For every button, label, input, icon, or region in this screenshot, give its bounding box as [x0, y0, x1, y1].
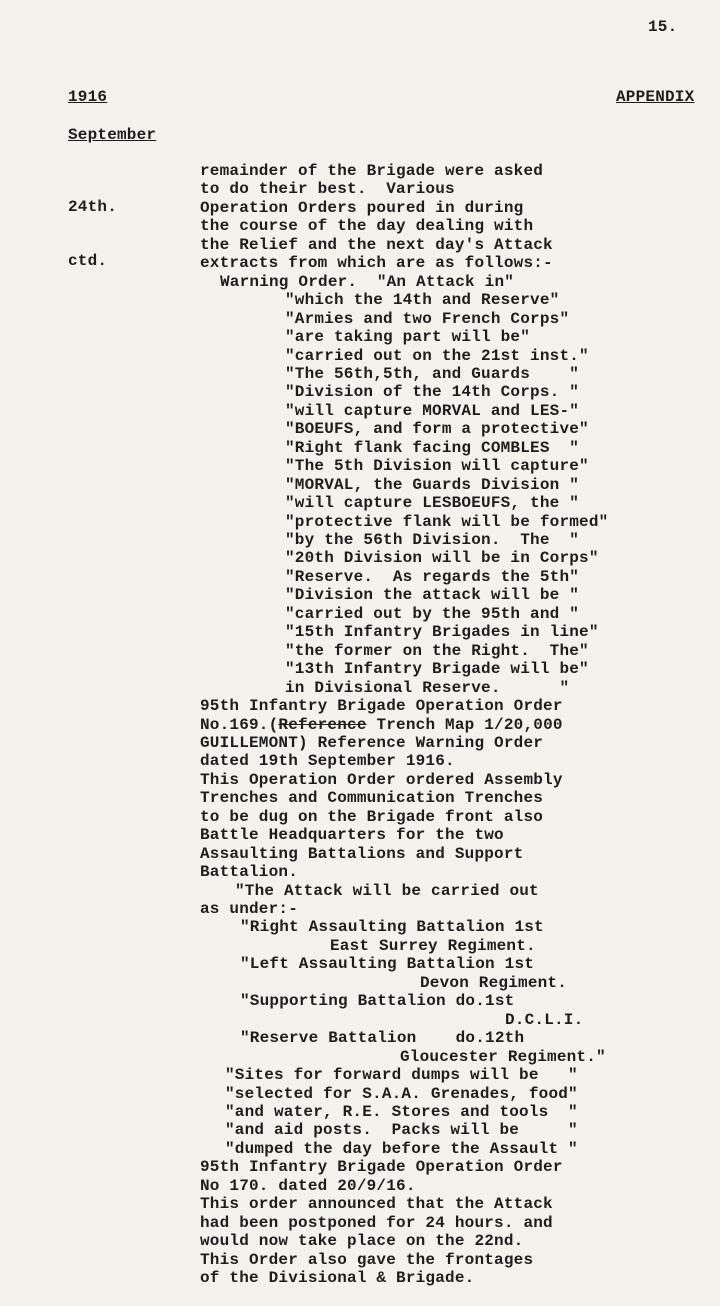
body-line-text: 95th Infantry Brigade Operation Order: [200, 697, 563, 716]
body-line-text: Battalion.: [200, 863, 299, 882]
body-line: [200, 1158, 563, 1176]
body-line-text: "Right Assaulting Battalion 1st: [240, 918, 544, 937]
body-line: [285, 660, 589, 678]
body-line-text: "Division the attack will be ": [285, 586, 580, 605]
body-line: [285, 605, 579, 623]
body-line: [285, 328, 530, 346]
body-line-text: Battle Headquarters for the two: [200, 826, 504, 845]
body-line-text: to be dug on the Brigade front also: [200, 807, 544, 826]
body-line: [285, 365, 579, 383]
body-line-text: This Order also gave the frontages: [200, 1250, 534, 1269]
body-line-rest: Trench Map 1/20,000: [366, 715, 563, 734]
body-line: [225, 1066, 578, 1084]
body-line: [225, 1085, 578, 1103]
body-line: [225, 1140, 578, 1158]
body-line: [285, 586, 579, 604]
date-day: 24th.: [68, 198, 118, 216]
body-line: [330, 937, 536, 955]
body-line: [285, 310, 569, 328]
body-line: [200, 1251, 533, 1269]
body-line-text: Assaulting Battalions and Support: [200, 844, 524, 863]
body-line: [200, 217, 533, 235]
body-line: [200, 180, 455, 198]
body-line-text: "The Attack will be carried out: [235, 881, 539, 900]
body-line: [285, 383, 579, 401]
body-line: [400, 1048, 606, 1066]
body-line-text: of the Divisional & Brigade.: [200, 1269, 475, 1287]
body-line: [200, 734, 543, 752]
body-line: [200, 845, 523, 863]
body-line-text: the course of the day dealing with: [200, 217, 534, 236]
body-line: [225, 1103, 578, 1121]
body-line-text: in Divisional Reserve. ": [285, 678, 570, 697]
body-line: [200, 752, 455, 770]
body-line-text: remainder of the Brigade were asked: [200, 162, 544, 180]
body-line-text: "Reserve. As regards the 5th": [285, 567, 580, 586]
body-line-text: Devon Regiment.: [420, 973, 568, 992]
body-line-text: would now take place on the 22nd.: [200, 1232, 524, 1251]
body-line: [200, 1214, 553, 1232]
body-line-text: "and water, R.E. Stores and tools ": [225, 1102, 578, 1121]
body-line-text: to do their best. Various: [200, 180, 455, 199]
body-line-text: This order announced that the Attack: [200, 1195, 553, 1214]
body-line: [285, 494, 579, 512]
body-line: [200, 1195, 553, 1213]
body-line: [285, 439, 579, 457]
body-line-text: "selected for S.A.A. Grenades, food": [225, 1084, 578, 1103]
body-line-text: D.C.L.I.: [505, 1010, 584, 1029]
body-line: [200, 826, 504, 844]
body-line-text: This Operation Order ordered Assembly: [200, 770, 563, 789]
body-line-text: "carried out on the 21st inst.": [285, 346, 589, 365]
body-line: [200, 900, 298, 918]
body-line: [285, 347, 589, 365]
date-entry: [68, 162, 117, 306]
body-line: [200, 716, 563, 734]
body-line-text: "the former on the Right. The": [285, 641, 589, 660]
body-line-text: GUILLEMONT) Reference Warning Order: [200, 733, 544, 752]
body-line-text: "which the 14th and Reserve": [285, 291, 560, 310]
body-line-text: Operation Orders poured in during: [200, 198, 524, 217]
body-line: [200, 162, 543, 180]
body-line-text: "20th Division will be in Corps": [285, 549, 599, 568]
body-line: [285, 568, 579, 586]
body-line: [285, 513, 608, 531]
body-line-text: "Supporting Battalion do.1st: [240, 992, 515, 1011]
body-line-text: Warning Order. "An Attack in": [220, 272, 515, 291]
body-line: [200, 199, 523, 217]
body-line-text: "The 5th Division will capture": [285, 457, 589, 476]
body-line-text: 95th Infantry Brigade Operation Order: [200, 1158, 563, 1177]
body-line: [285, 291, 559, 309]
body-line-text: dated 19th September 1916.: [200, 752, 455, 771]
body-line-text: "will capture LESBOEUFS, the ": [285, 494, 580, 513]
body-line-text: "Reserve Battalion do.12th: [240, 1029, 525, 1048]
body-line-text: "Sites for forward dumps will be ": [225, 1066, 578, 1085]
body-line: [200, 1232, 523, 1250]
body-line-text: No 170. dated 20/9/16.: [200, 1176, 416, 1195]
body-line: [285, 420, 589, 438]
appendix-heading: APPENDIX: [616, 88, 695, 106]
body-line: [285, 476, 579, 494]
body-line: [240, 992, 514, 1010]
body-line: [285, 642, 589, 660]
body-line: [285, 457, 589, 475]
body-line: [235, 882, 539, 900]
body-line-text: "MORVAL, the Guards Division ": [285, 475, 580, 494]
body-line-text: the Relief and the next day's Attack: [200, 235, 553, 254]
body-line-text: "15th Infantry Brigades in line": [285, 623, 599, 642]
body-line-text: as under:-: [200, 900, 299, 918]
body-line-text: "Left Assaulting Battalion 1st: [240, 955, 535, 974]
body-line: [200, 789, 543, 807]
body-line-text: "protective flank will be formed": [285, 512, 609, 531]
body-line: [220, 273, 514, 291]
body-line-text: No.169.(: [200, 715, 279, 734]
body-line: [285, 402, 579, 420]
body-line: [200, 863, 298, 881]
body-line-text: "carried out by the 95th and ": [285, 604, 580, 623]
body-line-text: "BOEUFS, and form a protective": [285, 420, 589, 439]
body-line: [285, 531, 579, 549]
body-line-text: "The 56th,5th, and Guards ": [285, 364, 580, 383]
body-line-text: "and aid posts. Packs will be ": [225, 1121, 578, 1140]
body-line: [225, 1121, 578, 1139]
body-line: [200, 236, 553, 254]
body-line-text: "by the 56th Division. The ": [285, 531, 580, 549]
body-line: [200, 1177, 416, 1195]
body-line: [200, 1269, 474, 1287]
body-line-text: East Surrey Regiment.: [330, 936, 536, 955]
body-line-text: "dumped the day before the Assault ": [225, 1139, 578, 1158]
body-line-text: "Armies and two French Corps": [285, 309, 570, 328]
body-line-text: Gloucester Regiment.": [400, 1047, 606, 1066]
body-line: [240, 918, 544, 936]
year-heading: 1916: [68, 88, 108, 106]
struck-word: Reference: [278, 715, 367, 734]
body-line-text: extracts from which are as follows:-: [200, 254, 553, 273]
body-line: [285, 549, 599, 567]
body-line-text: "13th Infantry Brigade will be": [285, 660, 589, 679]
body-line-text: "Right flank facing COMBLES ": [285, 438, 580, 457]
month-heading: September: [68, 126, 157, 144]
body-line-text: "will capture MORVAL and LES-": [285, 401, 580, 420]
date-continued: ctd.: [68, 252, 108, 270]
body-line: [285, 623, 599, 641]
body-line-text: Trenches and Communication Trenches: [200, 789, 544, 808]
body-line: [200, 771, 563, 789]
body-line: [200, 254, 553, 272]
body-line: [240, 1029, 524, 1047]
body-line-text: had been postponed for 24 hours. and: [200, 1213, 553, 1232]
body-line: [285, 679, 569, 697]
body-line: [200, 697, 563, 715]
page-number: 15.: [648, 18, 678, 36]
body-line: [200, 808, 543, 826]
body-line: [240, 955, 534, 973]
body-line-text: "Division of the 14th Corps. ": [285, 383, 580, 402]
body-line: [505, 1011, 583, 1029]
body-line-text: "are taking part will be": [285, 328, 531, 347]
body-line: [420, 974, 567, 992]
